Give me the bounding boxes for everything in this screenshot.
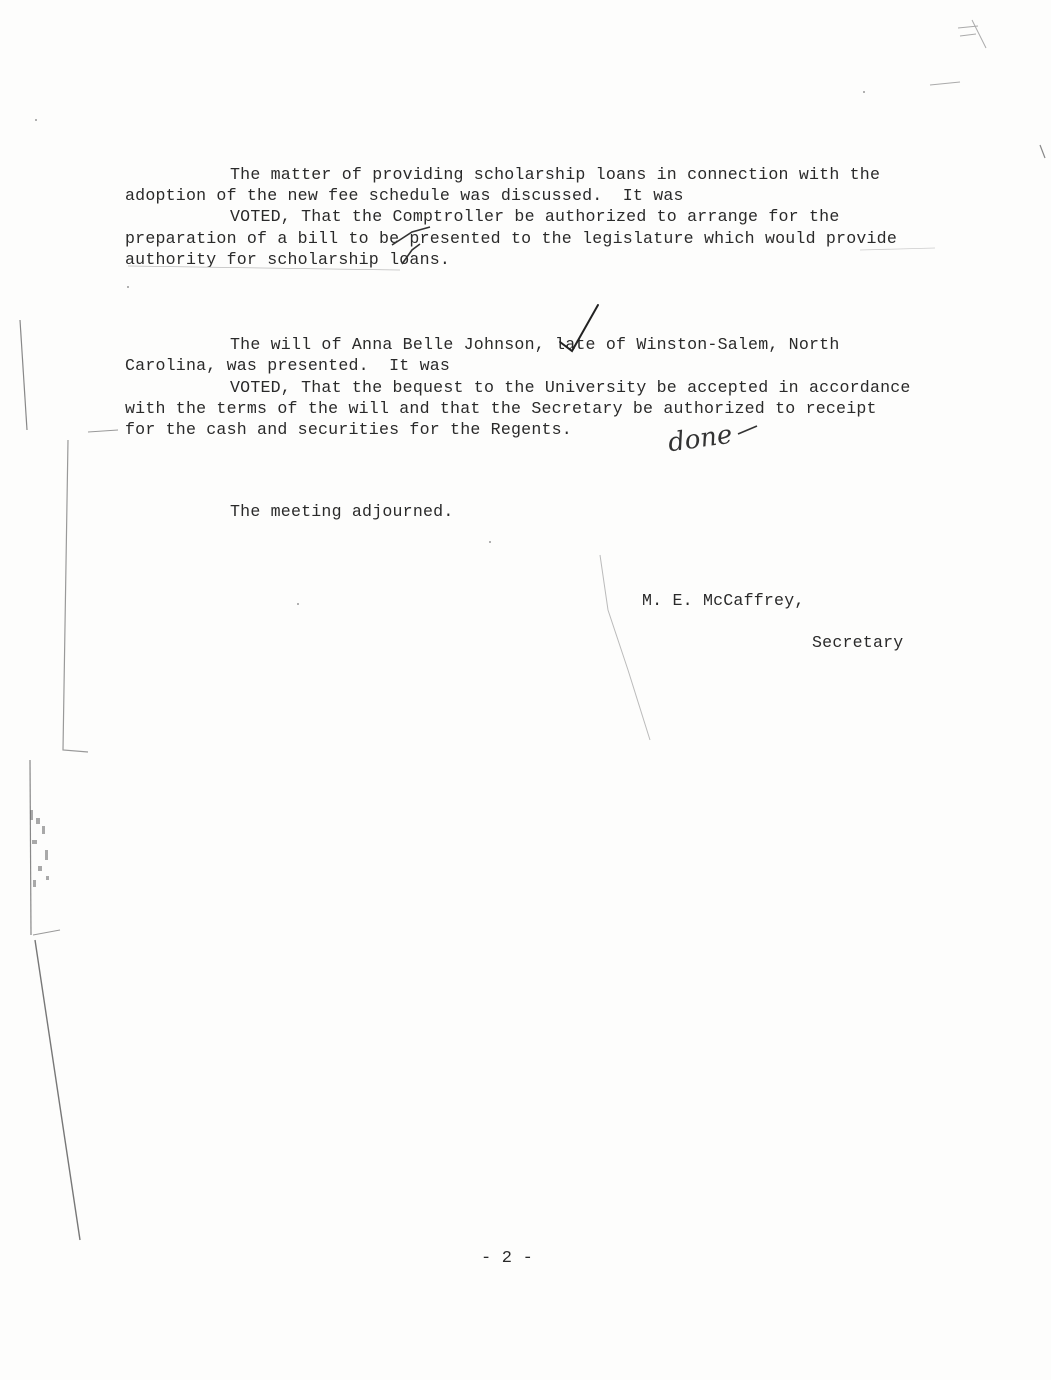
scan-edge-line: [30, 760, 31, 935]
scan-corner-marks: [930, 20, 986, 85]
handwritten-check-mark: [738, 426, 757, 434]
handwritten-done-note: done: [666, 419, 735, 459]
text-line: The matter of providing scholarship loans in connection with the: [230, 165, 881, 184]
scan-edge-line: [88, 430, 118, 432]
text-line: for the cash and securities for the Regents.: [125, 420, 572, 439]
signatory-name: M. E. McCaffrey,: [642, 591, 805, 610]
scan-smudge: [30, 810, 49, 887]
text-line: preparation of a bill to be presented to the legislature which would provide: [125, 229, 897, 248]
scan-edge-line: [20, 320, 27, 430]
text-line: adoption of the new fee schedule was discussed. It was: [125, 186, 684, 205]
meeting-adjourned-text: The meeting adjourned.: [230, 502, 454, 521]
text-line: VOTED, That the bequest to the University be accepted in accordance: [230, 378, 911, 397]
text-line: Carolina, was presented. It was: [125, 356, 451, 375]
signatory-title: Secretary: [812, 633, 904, 652]
scan-edge-line: [600, 555, 650, 740]
scan-edge-line: [33, 930, 60, 935]
scan-edge-line: [63, 440, 88, 752]
text-line: with the terms of the will and that the Secretary be authorized to receipt: [125, 399, 877, 418]
text-line: VOTED, That the Comptroller be authorized to arrange for the: [230, 207, 840, 226]
scan-edge-line: [35, 940, 80, 1240]
page-number: - 2 -: [481, 1249, 534, 1268]
text-line: The will of Anna Belle Johnson, late of Winston-Salem, North: [230, 335, 840, 354]
scan-edge-line: [1040, 145, 1045, 158]
text-line: authority for scholarship loans.: [125, 250, 451, 269]
